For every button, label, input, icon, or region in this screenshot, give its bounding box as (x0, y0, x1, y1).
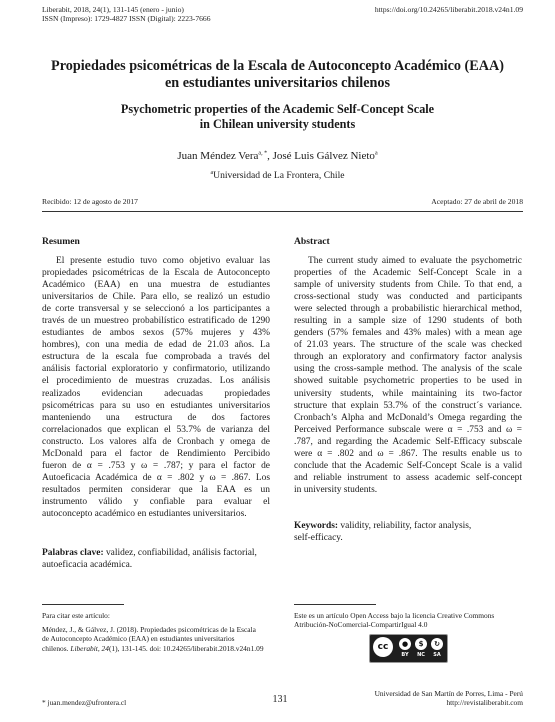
resumen-body (42, 255, 270, 520)
issn-line: ISSN (Impreso): 1729-4827 ISSN (Digital): 2223-7666 (42, 14, 211, 23)
affiliation (30, 170, 525, 181)
citation-block (42, 611, 282, 653)
text-line: genders (57% females and 43% males) with a mean age (294, 328, 522, 339)
affiliation-superscript: a (210, 170, 214, 176)
footnote-rule-left (42, 604, 124, 605)
by-icon: ● (399, 638, 411, 650)
text-line: structure that explain 53.7% of the construct´s variance. (294, 400, 522, 411)
citation-line: de Autoconcepto Académico (EAA) en estudiantes universitarios (42, 634, 235, 644)
text-line: estructura de la escala fue comprobada a través del (42, 352, 270, 363)
text-line: Perceived Performance subscale were α = .753 and ω = (294, 424, 522, 435)
text-line: el procedimiento de muestras cruzadas. Los análisis (42, 376, 270, 387)
text-line: through an exploratory and confirmatory factor analysis (294, 352, 522, 363)
nc-icon: $ (415, 638, 427, 650)
text-line: realizados evidencian adecuadas propiedades (42, 388, 270, 399)
text-line: través de un muestreo probabilístico estratificado de 1290 (42, 316, 270, 327)
corresponding-email[interactable]: * juan.mendez@ufrontera.cl (42, 698, 127, 707)
text-line: autoconcepto académico en estudiantes universitarios. (42, 508, 247, 519)
text-line: using the cross-sample method. The analysis of the scale (294, 364, 522, 375)
publisher-url[interactable]: http://revistaliberabit.com (446, 698, 523, 708)
sa-label: SA (433, 652, 441, 658)
journal-line: Liberabit, 2018, 24(1), 131-145 (enero - junio) (42, 5, 184, 14)
text-line: Académico (EAA) en una muestra de estudiantes (42, 280, 270, 291)
author-superscript: a (374, 150, 378, 157)
by-label: BY (401, 652, 409, 658)
text-line: universitarios de Chile. Para ello, se realizó un estudio (42, 292, 270, 303)
text-line: instrumento válido y confiable para evaluar el (42, 496, 270, 507)
abstract-body (294, 255, 522, 496)
text-line: propiedades psicométricas de la Escala de Autoconcepto (42, 268, 270, 279)
text-line: The current study aimed to evaluate the psychometric (308, 256, 522, 266)
text-line: showed suitable psychometric properties to be used in (294, 376, 522, 387)
keywords-text: autoeficacia académica. (42, 560, 133, 571)
author-list (30, 150, 525, 162)
author-separator: , (267, 150, 273, 162)
text-line: were selected through a probabilistic hierarchical method, (294, 304, 522, 315)
text-line: análisis factorial exploratorio y confirmatorio, utilizando (42, 364, 270, 375)
text-line: correlacionados que explican el 53.7% de varianza del (42, 424, 270, 435)
text-line: were α = .802 and ω = .867. The results enable us to (294, 448, 522, 459)
title-spanish-line: en estudiantes universitarios chilenos (164, 75, 391, 91)
abstract-keywords (294, 520, 524, 544)
text-line: McDonald para el factor de Rendimiento Percibido (42, 448, 270, 459)
keywords-text: self-efficacy. (294, 533, 343, 544)
author-name: Juan Méndez Vera (177, 150, 259, 162)
resumen-keywords (42, 547, 272, 571)
doi-link[interactable]: https://doi.org/10.24265/liberabit.2018.v24n1.09 (374, 5, 523, 14)
text-line: fueron de α = .753 y ω = .787; y para el factor de (42, 460, 270, 471)
license-line: Este es un artículo Open Access bajo la licencia Creative Commons (294, 611, 495, 620)
abstract-heading: Abstract (294, 236, 330, 247)
accepted-date: Aceptado: 27 de abril de 2018 (431, 197, 523, 206)
creative-commons-badge[interactable] (369, 634, 448, 663)
received-date: Recibido: 12 de agosto de 2017 (42, 197, 138, 206)
license-block (294, 611, 534, 629)
cc-icon: cc (373, 637, 393, 657)
keywords-label: Palabras clave: (42, 548, 104, 558)
keywords-text: validity, reliability, factor analysis, (338, 521, 472, 531)
text-line: El presente estudio tuvo como objetivo evaluar las (56, 256, 270, 266)
resumen-paragraph (42, 255, 270, 520)
citation-line: Méndez, J., & Gálvez, J. (2018). Propiedades psicométricas de la Escala (42, 625, 256, 635)
text-line: sample of university students from Chile. To that end, a (294, 280, 522, 291)
license-line: Atribución-NoComercial-CompartirIgual 4.0 (294, 620, 428, 630)
title-english (30, 102, 525, 132)
text-line: conclude that the Academic Self-Concept Scale is a valid (294, 460, 522, 471)
text-line: de corte transversal y se seleccionó a los participantes a (42, 304, 270, 315)
title-english-line: in Chilean university students (199, 117, 356, 131)
text-line: of 21.03 years. The structure of the scale was checked (294, 340, 522, 351)
keywords-text: validez, confiabilidad, análisis factorial, (103, 548, 257, 558)
abstract-paragraph (294, 255, 522, 496)
publisher-name: Universidad de San Martín de Porres, Lima - Perú (374, 689, 523, 698)
text-line: resulting in a sample size of 1290 students of both (294, 316, 522, 327)
text-line: psicométricas para su uso en estudiantes universitarios (42, 400, 270, 411)
sa-icon: ↻ (431, 638, 443, 650)
affiliation-text: Universidad de La Frontera, Chile (213, 170, 345, 182)
text-line: properties of the Academic Self-Concept Scale in a (294, 268, 522, 279)
title-english-line: Psychometric properties of the Academic Self-Concept Scale (120, 102, 435, 116)
text-line: cross-sectional study was conducted and participants (294, 292, 522, 303)
text-line: constructo. Los valores alfa de Cronbach y omega de (42, 436, 270, 447)
page-number: 131 (272, 694, 288, 705)
text-line: university students, while maintaining its two-factor (294, 388, 522, 399)
title-spanish (30, 58, 525, 92)
text-line: hombres), con una media de edad de 21.03 años. La (42, 340, 270, 351)
footnote-rule-right (294, 604, 376, 605)
keywords-label: Keywords: (294, 521, 339, 531)
text-line: in university students. (294, 484, 378, 495)
text-line: manteniendo una estructura de dos factores (42, 412, 270, 423)
citation-label: Para citar este artículo: (42, 611, 110, 620)
publisher-block (375, 689, 523, 707)
text-line: estudiantes de ambos sexos (57% mujeres y 43% (42, 328, 270, 339)
text-line: resultados permiten considerar que la EAA es un (42, 484, 270, 495)
title-spanish-line: Propiedades psicométricas de la Escala de Autoconcepto Académico (EAA) (51, 58, 504, 74)
text-line: Autoeficacia Académica de α = .802 y ω = .867. Los (42, 472, 270, 483)
author-superscript: a, * (258, 150, 268, 157)
citation-line: chilenos. Liberabit, 24(1), 131-145. doi: 10.24265/liberabit.2018.v24n1.09 (42, 643, 264, 653)
nc-label: NC (417, 652, 425, 658)
header-divider (42, 211, 523, 212)
text-line: and reliable instrument to assess academic self-concept (294, 472, 522, 483)
resumen-heading: Resumen (42, 236, 80, 247)
author-name: José Luis Gálvez Nieto (272, 150, 375, 162)
text-line: Cronbach’s Alpha and McDonald’s Omega regarding the (294, 412, 522, 423)
text-line: .787, and regarding the Academic Self-Efficacy subscale (294, 436, 522, 447)
